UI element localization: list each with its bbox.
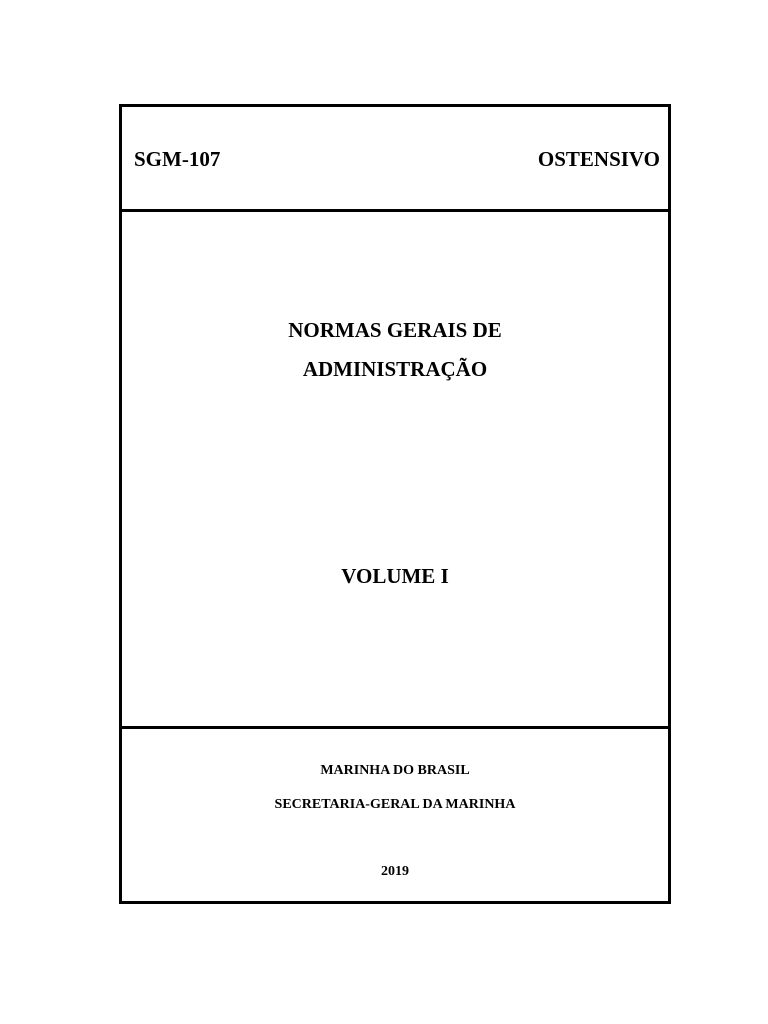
cover-footer	[122, 729, 668, 901]
organization-name: MARINHA DO BRASIL	[320, 763, 470, 778]
volume-label: VOLUME I	[341, 564, 449, 588]
cover-frame	[119, 104, 671, 904]
publication-year: 2019	[381, 864, 409, 879]
document-title-line-1: NORMAS GERAIS DE	[288, 318, 502, 342]
department-name: SECRETARIA-GERAL DA MARINHA	[274, 797, 516, 812]
cover-header	[122, 107, 668, 212]
classification-label: OSTENSIVO	[537, 147, 660, 171]
document-title-line-2: ADMINISTRAÇÃO	[302, 357, 488, 381]
cover-title-section	[122, 212, 668, 729]
document-code: SGM-107	[134, 147, 221, 171]
